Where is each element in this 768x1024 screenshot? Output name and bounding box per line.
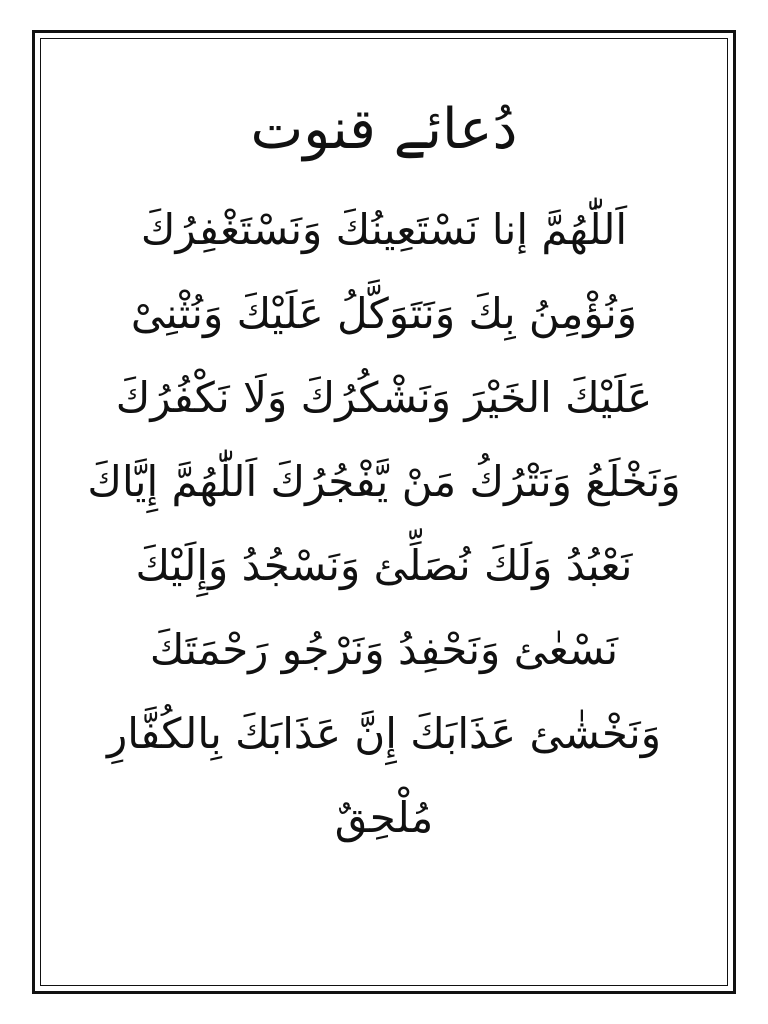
dua-line-2: وَنُؤْمِنُ بِكَ وَنَتَوَكَّلُ عَلَيْكَ وَنُثْنِىْ <box>130 289 638 338</box>
dua-line-1: اَللّٰهُمَّ إنا نَسْتَعِينُكَ وَنَسْتَغْفِرُكَ <box>140 205 628 254</box>
dua-content <box>40 78 728 860</box>
dua-line-5: نَعْبُدُ وَلَكَ نُصَلِّئ وَنَسْجُدُ وَإِلَيْكَ <box>135 541 633 590</box>
dua-line-6: نَسْعٰئ وَنَحْفِدُ وَنَرْجُو رَحْمَتَكَ <box>149 625 619 674</box>
dua-line-7: وَنَخْشٰئ عَذَابَكَ إِنَّ عَذَابَكَ بِالكُفَّارِ <box>107 709 661 758</box>
dua-line-8: مُلْحِقٌ <box>334 793 434 842</box>
dua-line-4: وَنَخْلَعُ وَنَتْرُكُ مَنْ يَّفْجُرُكَ اَللّٰهُمَّ إِيَّاكَ <box>87 457 681 506</box>
page-title: دُعائے قنوت <box>250 97 518 162</box>
dua-line-3: عَلَيْكَ الخَيْرَ وَنَشْكُرُكَ وَلَا نَكْفُرُكَ <box>115 373 653 422</box>
